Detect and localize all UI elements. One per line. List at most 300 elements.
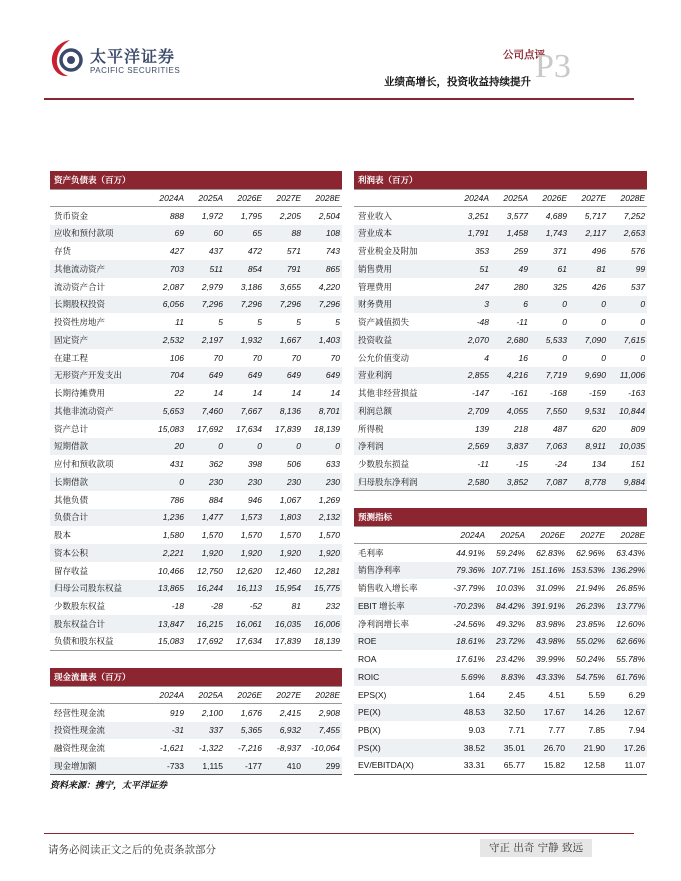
value-cell: 9,690 [569, 367, 608, 385]
value-cell: 16,215 [186, 615, 225, 633]
balance-sheet-year-header [50, 189, 342, 207]
value-cell: 7,296 [186, 296, 225, 314]
value-cell: 7,550 [530, 402, 569, 420]
value-cell: 59.24% [496, 547, 525, 558]
value-cell: -1,322 [198, 743, 223, 754]
income-statement-table [354, 171, 647, 491]
value-cell: 6,056 [147, 296, 186, 314]
table-row [50, 367, 342, 385]
value-cell: 21.94% [576, 583, 605, 594]
table-row [354, 260, 647, 278]
value-cell: 7,455 [303, 722, 342, 740]
value-cell: 5 [296, 317, 301, 328]
value-cell: 26.70 [527, 739, 567, 757]
year-header-cell: 2027E [567, 526, 607, 544]
value-cell: 17.67 [527, 704, 567, 722]
income-statement-title: 利润表（百万） [354, 171, 647, 189]
value-cell: 2,569 [452, 438, 491, 456]
page-header [0, 0, 681, 104]
value-cell: 14.26 [567, 704, 607, 722]
value-cell: 49.32% [496, 618, 525, 629]
value-cell: 0 [530, 296, 569, 314]
table-row [50, 615, 342, 633]
value-cell: 888 [169, 210, 184, 221]
row-label: 其他负债 [54, 495, 89, 506]
row-label: 少数股东损益 [358, 460, 410, 471]
row-label: 存货 [54, 247, 72, 258]
value-cell: 151.16% [527, 562, 567, 580]
value-cell: 1,403 [303, 331, 342, 349]
value-cell: 16,006 [303, 615, 342, 633]
value-cell: 431 [169, 459, 184, 470]
table-row [50, 739, 342, 757]
value-cell: 230 [303, 473, 342, 491]
row-label: 销售净利率 [354, 562, 447, 580]
table-row [50, 207, 342, 225]
value-cell: 5,653 [147, 402, 186, 420]
value-cell: 9.03 [468, 725, 485, 736]
value-cell: 230 [225, 473, 264, 491]
row-label: EBIT 增长率 [354, 597, 447, 615]
value-cell: 61 [530, 260, 569, 278]
value-cell: 5.59 [588, 689, 605, 700]
value-cell: -24.56% [453, 618, 485, 629]
row-label: 现金增加额 [50, 757, 147, 775]
table-row [354, 544, 647, 562]
row-label: 少数股东权益 [54, 602, 106, 613]
year-header-cell: 2025A [186, 189, 225, 207]
value-cell: 2,908 [318, 707, 341, 718]
value-cell: 31.09% [536, 583, 565, 594]
value-cell: 7,460 [186, 402, 225, 420]
value-cell: 4,220 [318, 281, 341, 292]
year-header-cell: 2026E [530, 189, 569, 207]
table-row [354, 739, 647, 757]
row-label: 管理费用 [358, 282, 393, 293]
row-label: 无形资产开发支出 [50, 367, 147, 385]
value-cell: 703 [147, 260, 186, 278]
row-label: 应付和预收款项 [54, 460, 114, 471]
value-cell: -48 [476, 317, 489, 328]
value-cell: 0 [225, 438, 264, 456]
value-cell: 2,087 [162, 281, 184, 292]
row-label: 净利润 [354, 438, 452, 456]
value-cell: -8,937 [276, 743, 301, 754]
row-label: 货币资金 [54, 211, 89, 222]
table-row [50, 633, 342, 651]
value-cell: 649 [186, 367, 225, 385]
row-label: 投资收益 [354, 331, 452, 349]
row-label: 其他非流动资产 [50, 402, 147, 420]
table-row [354, 331, 647, 349]
value-cell: -24 [554, 459, 567, 470]
value-cell: -37.79% [453, 583, 485, 594]
brand-name-en: PACIFIC SECURITIES [90, 66, 181, 75]
row-label: 短期借款 [50, 438, 147, 456]
header-rule [44, 98, 634, 100]
year-header-cell: 2028E [608, 189, 647, 207]
value-cell: 5,365 [225, 722, 264, 740]
table-row [50, 438, 342, 456]
value-cell: 0 [264, 438, 303, 456]
value-cell: 61.76% [607, 668, 647, 686]
value-cell: 230 [186, 473, 225, 491]
table-row [354, 633, 647, 651]
value-cell: 13.77% [607, 597, 647, 615]
value-cell: 7,252 [623, 210, 646, 221]
value-cell: 410 [264, 757, 303, 775]
year-header-cell: 2025A [487, 526, 527, 544]
value-cell: -11 [516, 317, 528, 328]
table-row [354, 650, 647, 668]
value-cell: 17.61% [456, 654, 485, 665]
value-cell: 17,839 [275, 423, 301, 434]
row-label: 股东权益合计 [50, 615, 147, 633]
year-header-cell: 2028E [607, 526, 647, 544]
value-cell: 2,070 [452, 331, 491, 349]
row-label: 毛利率 [358, 548, 384, 559]
table-row [50, 526, 342, 544]
value-cell: 16,113 [225, 580, 264, 598]
value-cell: 7.94 [628, 725, 646, 736]
table-row [50, 491, 342, 509]
value-cell: 232 [325, 601, 341, 612]
value-cell: 2,117 [569, 225, 608, 243]
value-cell: 5 [335, 317, 341, 328]
value-cell: 12.58 [567, 757, 607, 775]
value-cell: 5,533 [530, 331, 569, 349]
value-cell: 10,844 [608, 402, 647, 420]
document-type: 公司点评 [503, 49, 545, 61]
forecast-indicators-table [354, 508, 647, 775]
table-row [354, 225, 647, 243]
value-cell: 13,865 [147, 580, 186, 598]
table-row [50, 225, 342, 243]
value-cell: 17,692 [197, 423, 223, 434]
year-header-cell: 2024A [452, 189, 491, 207]
table-row [50, 420, 342, 438]
table-row [50, 455, 342, 473]
value-cell: 54.75% [567, 668, 607, 686]
value-cell: 337 [186, 722, 225, 740]
value-cell: 81 [569, 260, 608, 278]
value-cell: 537 [630, 281, 646, 292]
value-cell: -733 [147, 757, 186, 775]
page-number: P3 [535, 48, 571, 85]
value-cell: 7,090 [569, 331, 608, 349]
row-label: 所得税 [358, 424, 384, 435]
value-cell: 2,197 [186, 331, 225, 349]
value-cell: 0 [601, 317, 606, 328]
pacific-securities-logo-icon [50, 38, 84, 78]
value-cell: 1,667 [264, 331, 303, 349]
row-label: 应收和预付款项 [50, 225, 147, 243]
value-cell: 7,615 [608, 331, 647, 349]
year-header-cell: 2024A [447, 526, 487, 544]
row-label: 资产总计 [54, 424, 89, 435]
year-header-cell: 2026E [527, 526, 567, 544]
table-row [354, 384, 647, 402]
value-cell: 5.69% [447, 668, 487, 686]
disclaimer-note: 请务必阅读正文之后的免责条款部分 [48, 844, 216, 856]
value-cell: 15,083 [158, 423, 184, 434]
value-cell: 51 [452, 260, 491, 278]
value-cell: 21.90 [567, 739, 607, 757]
row-label: 营业成本 [354, 225, 452, 243]
value-cell: 65.77 [487, 757, 527, 775]
row-label: 投资性房地产 [54, 318, 106, 329]
value-cell: 49 [491, 260, 530, 278]
value-cell: 2,653 [608, 225, 647, 243]
row-label: 流动资产合计 [54, 282, 106, 293]
value-cell: 1,791 [452, 225, 491, 243]
table-row [50, 349, 342, 367]
table-row [354, 313, 647, 331]
value-cell: 620 [591, 423, 606, 434]
value-cell: 8,911 [569, 438, 608, 456]
value-cell: 6 [491, 296, 530, 314]
value-cell: 884 [208, 494, 223, 505]
row-label: 在建工程 [54, 353, 89, 364]
value-cell: 2,504 [318, 210, 341, 221]
table-row [354, 278, 647, 296]
value-cell: -15 [515, 459, 528, 470]
value-cell: 69 [147, 225, 186, 243]
value-cell: 7,667 [225, 402, 264, 420]
value-cell: 7,063 [530, 438, 569, 456]
value-cell: 437 [208, 246, 223, 257]
value-cell: 7.85 [588, 725, 605, 736]
row-label: 营业利润 [354, 367, 452, 385]
table-row [354, 597, 647, 615]
value-cell: 3,186 [240, 281, 262, 292]
document-title: 业绩高增长，投资收益持续提升 [384, 76, 531, 88]
value-cell: 919 [169, 707, 184, 718]
table-row [354, 668, 647, 686]
source-note: 资料来源：携宁，太平洋证券 [50, 781, 168, 791]
value-cell: -10,064 [311, 743, 341, 754]
year-header-cell: 2025A [491, 189, 530, 207]
row-label: 长期待摊费用 [54, 389, 106, 400]
value-cell: 14 [330, 388, 341, 399]
value-cell: 5 [218, 317, 223, 328]
row-label: ROIC [354, 668, 447, 686]
value-cell: 299 [303, 757, 342, 775]
value-cell: 6,932 [264, 722, 303, 740]
value-cell: 14 [252, 388, 262, 399]
row-label: 净利润增长率 [358, 619, 410, 630]
value-cell: 1,676 [240, 707, 262, 718]
row-label: 投资性现金流 [50, 722, 147, 740]
value-cell: 16,061 [225, 615, 264, 633]
value-cell: 26.85% [616, 583, 646, 594]
value-cell: 70 [252, 352, 262, 363]
value-cell: 362 [208, 459, 223, 470]
value-cell: 7,296 [225, 296, 264, 314]
value-cell: 10,466 [158, 565, 184, 576]
value-cell: 2,205 [279, 210, 301, 221]
table-row [50, 562, 342, 580]
table-row [50, 704, 342, 722]
value-cell: 649 [264, 367, 303, 385]
table-row [354, 704, 647, 722]
company-motto: 守正 出奇 宁静 致远 [480, 839, 592, 857]
value-cell: 23.42% [496, 654, 525, 665]
value-cell: 62.66% [607, 633, 647, 651]
year-header-cell: 2026E [225, 189, 264, 207]
value-cell: 65 [225, 225, 264, 243]
value-cell: 649 [303, 367, 342, 385]
table-row [50, 242, 342, 260]
value-cell: 1,920 [186, 544, 225, 562]
value-cell: 511 [186, 260, 225, 278]
value-cell: 1,067 [279, 494, 301, 505]
value-cell: 0 [186, 438, 225, 456]
value-cell: 786 [169, 494, 184, 505]
balance-sheet-table [50, 171, 342, 651]
value-cell: 83.98% [536, 618, 565, 629]
table-row [50, 757, 342, 775]
row-label: 营业税金及附加 [358, 247, 418, 258]
row-label: 归母公司股东权益 [50, 580, 147, 598]
value-cell: 8.83% [487, 668, 527, 686]
value-cell: 571 [286, 246, 301, 257]
value-cell: 15,083 [147, 633, 186, 651]
value-cell: 704 [147, 367, 186, 385]
value-cell: 1,269 [318, 494, 341, 505]
value-cell: 1,458 [491, 225, 530, 243]
value-cell: 88 [264, 225, 303, 243]
value-cell: 398 [247, 459, 262, 470]
value-cell: 16,244 [186, 580, 225, 598]
forecast-indicators-title: 预测指标 [354, 508, 647, 526]
value-cell: 391.91% [527, 597, 567, 615]
cash-flow-year-header [50, 686, 342, 704]
value-cell: -163 [628, 388, 646, 399]
value-cell: 0 [147, 473, 186, 491]
value-cell: 16 [518, 352, 528, 363]
year-header-cell: 2028E [303, 189, 342, 207]
value-cell: 487 [552, 423, 567, 434]
value-cell: 4 [484, 352, 489, 363]
value-cell: 2,221 [147, 544, 186, 562]
table-row [354, 438, 647, 456]
value-cell: 1,920 [264, 544, 303, 562]
value-cell: 2,532 [147, 331, 186, 349]
table-row [354, 402, 647, 420]
value-cell: 7,719 [530, 367, 569, 385]
value-cell: -1,621 [159, 743, 184, 754]
year-header-cell: 2027E [264, 189, 303, 207]
value-cell: 7,296 [264, 296, 303, 314]
value-cell: 1,920 [303, 544, 342, 562]
value-cell: 151 [630, 459, 646, 470]
value-cell: 576 [630, 246, 646, 257]
value-cell: 10,035 [608, 438, 647, 456]
value-cell: 20 [147, 438, 186, 456]
year-header-cell: 2024A [147, 189, 186, 207]
value-cell: 60 [186, 225, 225, 243]
cash-flow-table [50, 668, 342, 775]
value-cell: -161 [510, 388, 528, 399]
value-cell: 43.33% [527, 668, 567, 686]
row-label: 利润总额 [354, 402, 452, 420]
value-cell: 2,132 [303, 509, 342, 527]
value-cell: 81 [291, 601, 301, 612]
year-header-cell: 2027E [569, 189, 608, 207]
value-cell: 62.83% [536, 547, 565, 558]
value-cell: 0 [640, 352, 646, 363]
value-cell: 15,954 [264, 580, 303, 598]
value-cell: 3,837 [491, 438, 530, 456]
value-cell: 136.29% [607, 562, 647, 580]
value-cell: 17,692 [186, 633, 225, 651]
year-header-cell: 2026E [225, 686, 264, 704]
value-cell: 26.23% [567, 597, 607, 615]
value-cell: 22 [174, 388, 184, 399]
value-cell: 1,795 [240, 210, 262, 221]
table-row [354, 349, 647, 367]
value-cell: 353 [474, 246, 489, 257]
value-cell: 12,620 [236, 565, 262, 576]
value-cell: 17,839 [264, 633, 303, 651]
row-label: PE(X) [354, 704, 447, 722]
value-cell: 14 [291, 388, 301, 399]
value-cell: 1,972 [201, 210, 223, 221]
value-cell: 43.98% [527, 633, 567, 651]
value-cell: 426 [591, 281, 606, 292]
value-cell: 79.36% [447, 562, 487, 580]
table-row [354, 686, 647, 704]
value-cell: 2,580 [452, 473, 491, 491]
value-cell: 11.07 [607, 757, 647, 775]
value-cell: 14 [213, 388, 223, 399]
value-cell: 1,115 [186, 757, 225, 775]
value-cell: 39.99% [536, 654, 565, 665]
value-cell: 2.45 [508, 689, 525, 700]
row-label: PS(X) [354, 739, 447, 757]
row-label: 经营性现金流 [54, 708, 106, 719]
value-cell: 1,236 [147, 509, 186, 527]
value-cell: 5,717 [584, 210, 606, 221]
value-cell: 44.91% [456, 547, 485, 558]
value-cell: -177 [225, 757, 264, 775]
value-cell: 506 [286, 459, 301, 470]
value-cell: 70 [330, 352, 341, 363]
value-cell: 9,884 [608, 473, 647, 491]
value-cell: 1,803 [264, 509, 303, 527]
value-cell: 15,775 [303, 580, 342, 598]
balance-sheet-title: 资产负债表（百万） [50, 171, 342, 189]
value-cell: -147 [471, 388, 489, 399]
value-cell: 0 [303, 438, 342, 456]
value-cell: 1,573 [225, 509, 264, 527]
value-cell: 12,750 [197, 565, 223, 576]
value-cell: 4,055 [491, 402, 530, 420]
row-label: 长期股权投资 [50, 296, 147, 314]
value-cell: 4.51 [548, 689, 565, 700]
value-cell: 0 [601, 352, 606, 363]
row-label: 其他非经营损益 [358, 389, 418, 400]
value-cell: 8,701 [303, 402, 342, 420]
value-cell: 108 [303, 225, 342, 243]
value-cell: 809 [630, 423, 646, 434]
value-cell: 50.24% [576, 654, 605, 665]
table-row [50, 313, 342, 331]
value-cell: 371 [552, 246, 567, 257]
row-label: 资产减值损失 [358, 318, 410, 329]
row-label: 长期借款 [50, 473, 147, 491]
